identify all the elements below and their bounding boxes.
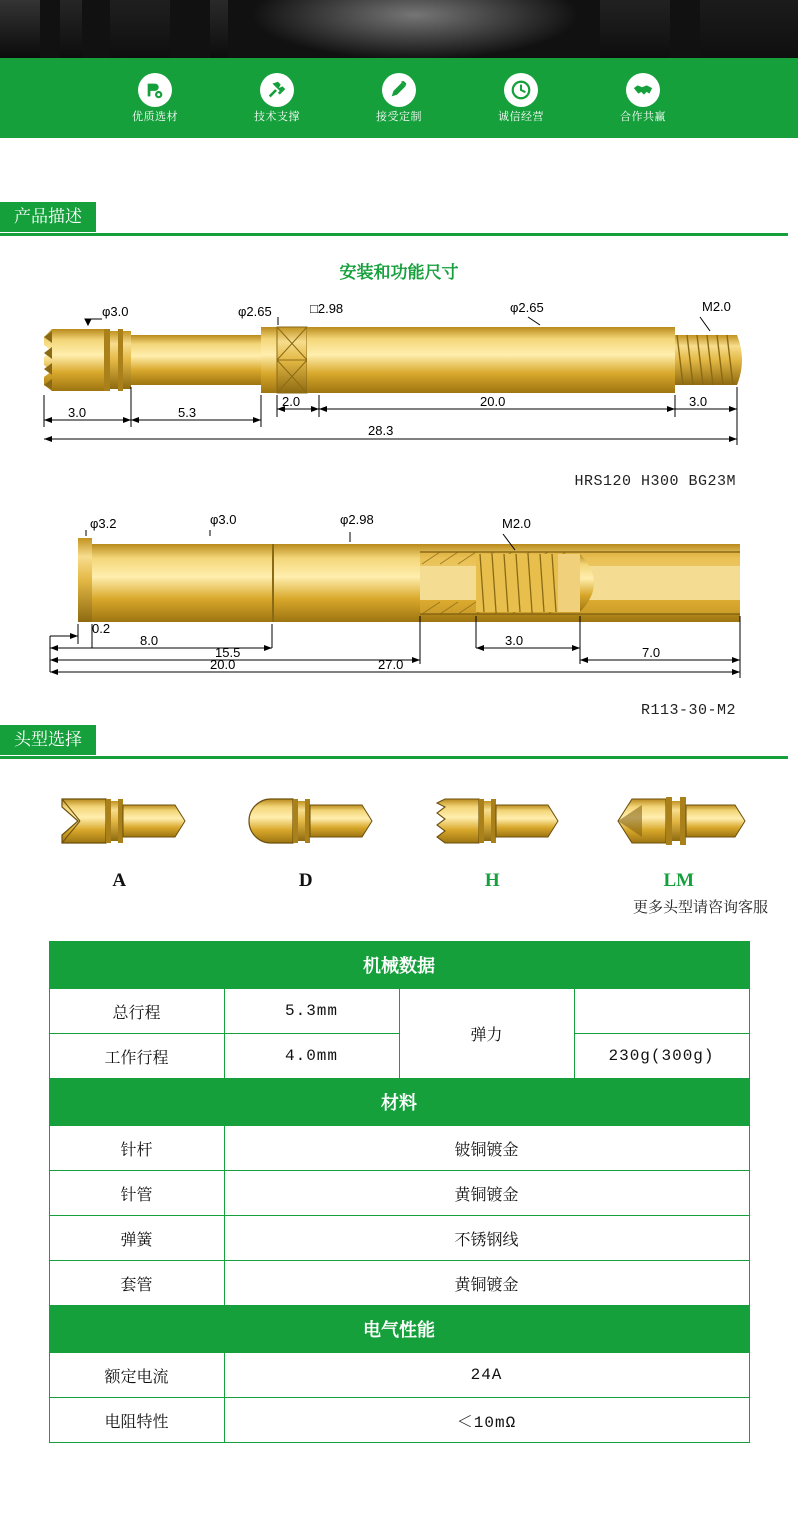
cell-value-empty: [574, 989, 749, 1034]
svg-text:φ2.65: φ2.65: [238, 304, 272, 319]
head-type-note: 更多头型请咨询客服: [632, 899, 768, 916]
head-type-lm-icon: [604, 781, 754, 861]
cell-value: ＜10mΩ: [224, 1398, 749, 1443]
cell-label-spring-force: 弹力: [399, 989, 574, 1079]
bottom-drawing: [0, 496, 798, 719]
svg-text:5.3: 5.3: [178, 405, 197, 420]
clock-icon: [504, 73, 538, 107]
head-type-item-lm[interactable]: [599, 781, 759, 892]
svg-text:φ2.65: φ2.65: [510, 300, 544, 315]
top-banner-image: [0, 0, 798, 58]
head-type-h-icon: [417, 781, 567, 861]
cell-value: 24A: [224, 1353, 749, 1398]
head-type-list: [0, 759, 798, 892]
head-type-item-a[interactable]: [39, 781, 199, 892]
svg-text:φ3.2: φ3.2: [90, 516, 117, 531]
part-code-top: HRS120 H300 BG23M: [574, 473, 736, 490]
feature-label: 合作共赢: [620, 111, 666, 123]
handshake-icon: [626, 73, 660, 107]
spacer: [0, 138, 798, 196]
svg-text:□2.98: □2.98: [310, 301, 344, 316]
head-type-a-icon: [44, 781, 194, 861]
feature-item-integrity[interactable]: [479, 73, 563, 123]
section-header-product-description: [0, 202, 798, 236]
table-row: [49, 1171, 749, 1216]
svg-text:M2.0: M2.0: [502, 516, 531, 531]
table-row: [49, 1353, 749, 1398]
material-icon: [138, 73, 172, 107]
cell-label: 针管: [49, 1171, 224, 1216]
cell-value: 铍铜镀金: [224, 1126, 749, 1171]
svg-text:7.0: 7.0: [642, 645, 661, 660]
table-row: [49, 1306, 749, 1353]
table-row: [49, 989, 749, 1034]
cell-value: 5.3mm: [224, 989, 399, 1034]
section-rule: [0, 756, 788, 759]
section-title: 头型选择: [0, 725, 96, 755]
svg-text:3.0: 3.0: [689, 394, 708, 409]
table-section-title-mechanical: 机械数据: [49, 942, 749, 989]
feature-label: 优质选材: [132, 111, 178, 123]
section-rule: [0, 233, 788, 236]
section-title: 产品描述: [0, 202, 96, 232]
table-section-title-electrical: 电气性能: [49, 1306, 749, 1353]
tools-icon: [260, 73, 294, 107]
feature-item-support[interactable]: [235, 73, 319, 123]
cell-label: 电阻特性: [49, 1398, 224, 1443]
feature-item-custom[interactable]: [357, 73, 441, 123]
drawing-subtitle: 安装和功能尺寸: [339, 263, 459, 282]
part-code-bottom: R113-30-M2: [640, 702, 736, 719]
table-row: [49, 1216, 749, 1261]
svg-text:15.5: 15.5: [215, 645, 241, 660]
head-type-d-icon: [231, 781, 381, 861]
svg-text:0.2: 0.2: [92, 621, 111, 636]
cell-value: 4.0mm: [224, 1034, 399, 1079]
cell-label: 总行程: [49, 989, 224, 1034]
feature-item-winwin[interactable]: [601, 73, 685, 123]
callout: φ3.0: [102, 304, 129, 319]
head-type-label: A: [112, 870, 127, 891]
feature-label: 接受定制: [376, 111, 422, 123]
svg-text:2.0: 2.0: [282, 394, 301, 409]
svg-text:φ2.98: φ2.98: [340, 512, 374, 527]
feature-label: 技术支撑: [254, 111, 300, 123]
svg-text:3.0: 3.0: [505, 633, 524, 648]
section-header-head-type: [0, 725, 798, 759]
svg-text:φ3.0: φ3.0: [210, 512, 237, 527]
table-section-title-material: 材料: [49, 1079, 749, 1126]
head-type-item-h[interactable]: [412, 781, 572, 892]
table-row: [49, 1261, 749, 1306]
head-type-item-d[interactable]: [226, 781, 386, 892]
table-row: [49, 1126, 749, 1171]
cell-label: 套管: [49, 1261, 224, 1306]
cell-label: 针杆: [49, 1126, 224, 1171]
feature-bar: [0, 58, 798, 138]
svg-text:M2.0: M2.0: [702, 299, 731, 314]
svg-text:20.0: 20.0: [480, 394, 506, 409]
svg-text:8.0: 8.0: [140, 633, 159, 648]
svg-text:20.0: 20.0: [210, 657, 236, 672]
cell-value: 不锈钢线: [224, 1216, 749, 1261]
table-row: [49, 1398, 749, 1443]
svg-text:27.0: 27.0: [378, 657, 404, 672]
cell-value: 黄铜镀金: [224, 1171, 749, 1216]
svg-text:28.3: 28.3: [368, 423, 394, 438]
head-type-label: H: [484, 870, 500, 891]
dimension: 3.0: [68, 405, 87, 420]
top-drawing: [0, 287, 798, 490]
table-row: [49, 1079, 749, 1126]
cell-value-spring-force: 230g(300g): [574, 1034, 749, 1079]
head-type-label: LM: [663, 870, 695, 891]
feature-label: 诚信经营: [498, 111, 544, 123]
head-type-label: D: [298, 870, 313, 891]
pencil-ruler-icon: [382, 73, 416, 107]
feature-item-material[interactable]: [113, 73, 197, 123]
cell-label: 额定电流: [49, 1353, 224, 1398]
table-row: [49, 942, 749, 989]
cell-label: 工作行程: [49, 1034, 224, 1079]
cell-label: 弹簧: [49, 1216, 224, 1261]
cell-value: 黄铜镀金: [224, 1261, 749, 1306]
specification-table: [49, 941, 750, 1443]
